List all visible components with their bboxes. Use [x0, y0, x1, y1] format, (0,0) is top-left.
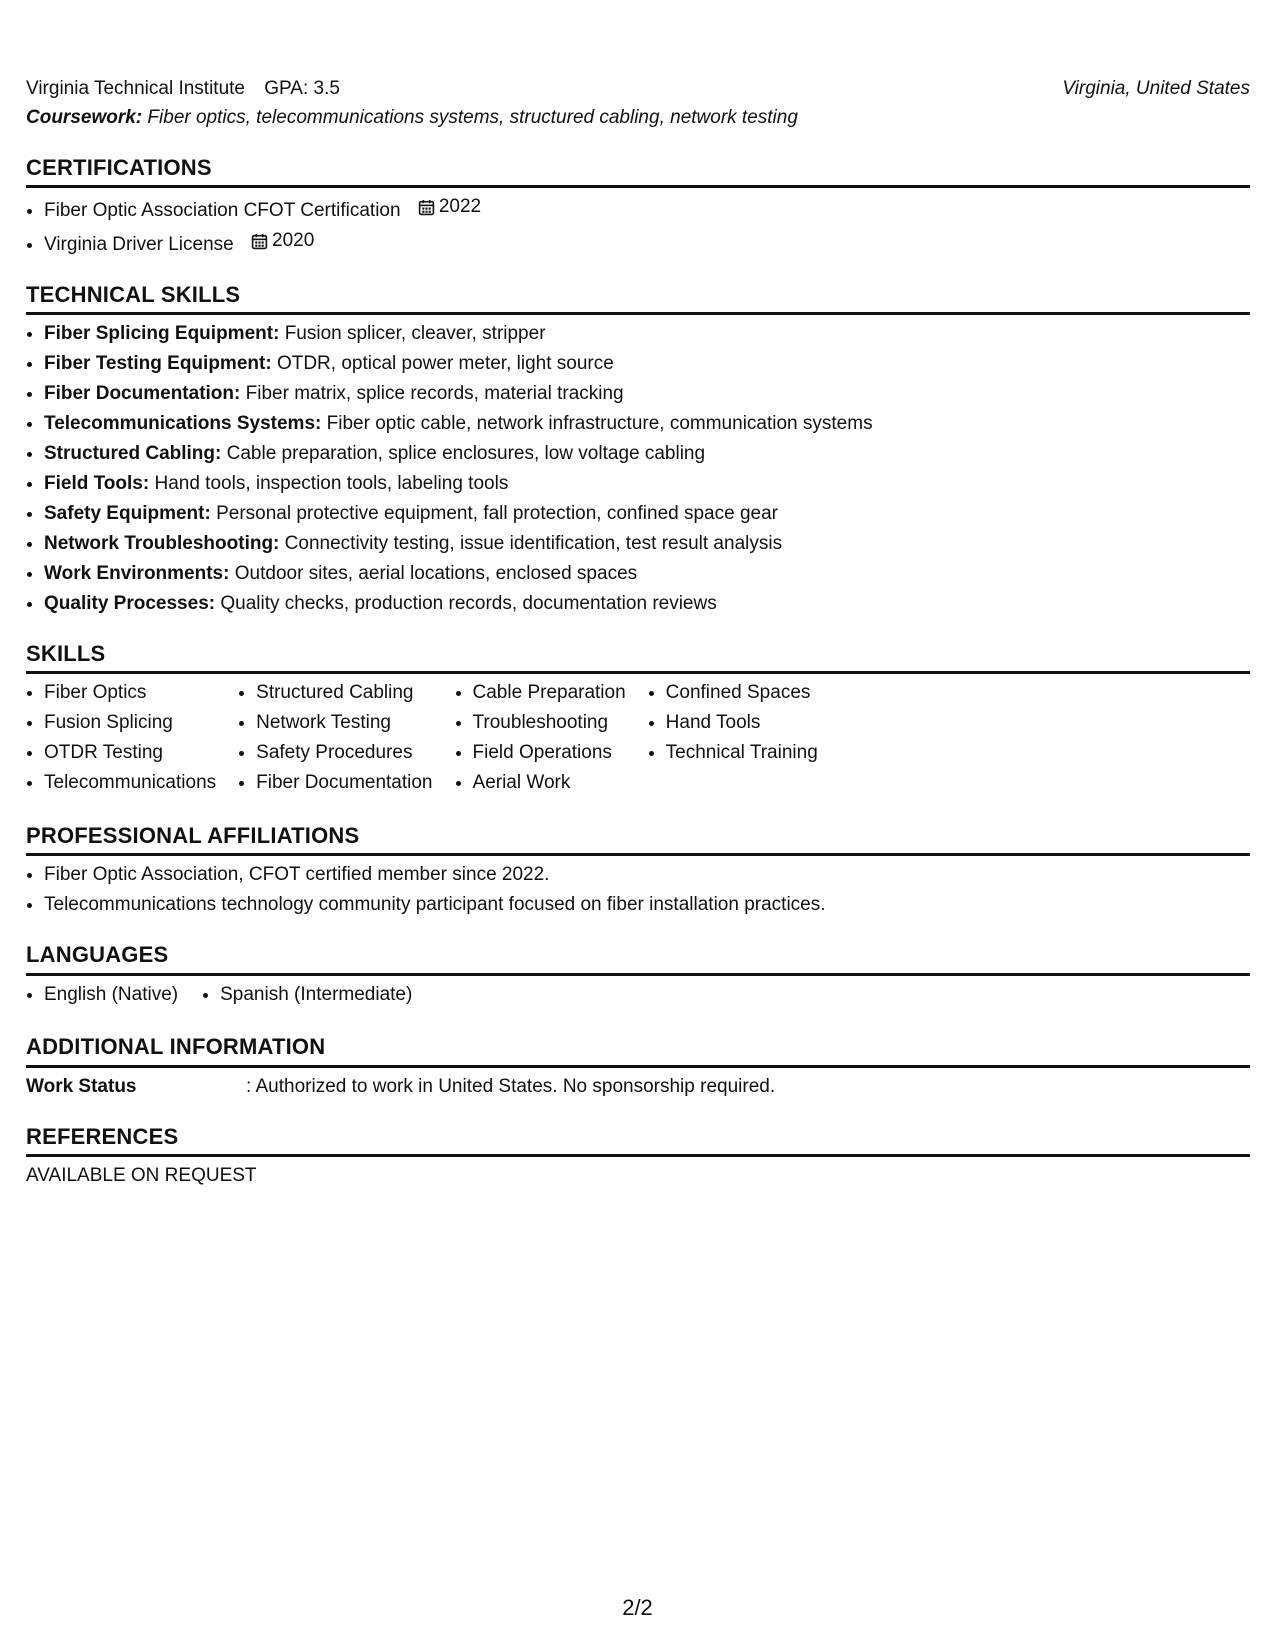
skill-label: Fiber Documentation:: [44, 383, 241, 405]
list-item: [44, 471, 1250, 498]
additional-info-section: [26, 1031, 1250, 1100]
list-item: [44, 591, 1250, 618]
education-line: [26, 76, 1250, 103]
list-item: • Spanish (Intermediate): [220, 982, 412, 1009]
list-item: • English (Native): [44, 982, 178, 1009]
skill-label: Work Environments:: [44, 563, 230, 585]
skills-column: [648, 680, 818, 800]
affiliations-section: [26, 820, 1250, 919]
skill-text: Fiber optic cable, network infrastructure, communication systems: [326, 413, 873, 435]
info-label: Work Status: [26, 1075, 137, 1097]
list-item: • Fiber Documentation: [256, 770, 432, 797]
education-location: Virginia, United States: [1062, 78, 1250, 99]
skill-text: Connectivity testing, issue identification, test result analysis: [284, 533, 783, 555]
coursework-label: Coursework:: [26, 106, 143, 128]
section-title: REFERENCES: [26, 1121, 1250, 1157]
calendar-icon: [251, 233, 268, 250]
affiliations-list: [26, 862, 1250, 919]
list-item: • Aerial Work: [473, 770, 626, 797]
coursework-text: Fiber optics, telecommunications systems, structured cabling, network testing: [147, 106, 798, 128]
list-item: • Confined Spaces: [666, 680, 818, 707]
skill-label: Structured Cabling:: [44, 443, 222, 465]
skill-label: Telecommunications Systems:: [44, 413, 322, 435]
skill-text: Outdoor sites, aerial locations, enclosed spaces: [234, 563, 638, 585]
certifications-list: [26, 194, 1250, 259]
list-item: [44, 381, 1250, 408]
list-item: [44, 194, 1250, 225]
references-section: [26, 1121, 1250, 1190]
resume-page: [26, 76, 1250, 1190]
info-value: : Authorized to work in United States. No sponsorship required.: [246, 1075, 776, 1097]
technical-skills-section: [26, 279, 1250, 618]
list-item: • Telecommunications technology community participant focused on fiber installation practices.: [44, 892, 1250, 919]
skill-label: Fiber Splicing Equipment:: [44, 323, 280, 345]
list-item: [44, 228, 1250, 259]
technical-skills-list: [26, 321, 1250, 618]
skill-label: Fiber Testing Equipment:: [44, 353, 272, 375]
school-name: Virginia Technical Institute: [26, 78, 245, 99]
section-title: SKILLS: [26, 638, 1250, 674]
list-item: • Network Testing: [256, 710, 432, 737]
skill-label: Network Troubleshooting:: [44, 533, 280, 555]
section-title: PROFESSIONAL AFFILIATIONS: [26, 820, 1250, 856]
education-school-gpa: [26, 76, 340, 103]
skill-label: Quality Processes:: [44, 593, 216, 615]
section-title: ADDITIONAL INFORMATION: [26, 1031, 1250, 1067]
list-item: [44, 321, 1250, 348]
cert-year: 2022: [438, 196, 482, 218]
certifications-section: [26, 152, 1250, 259]
list-item: [44, 531, 1250, 558]
list-item: • Field Operations: [473, 740, 626, 767]
languages-section: [26, 939, 1250, 1011]
languages-list: [26, 982, 1250, 1012]
list-item: • OTDR Testing: [44, 740, 216, 767]
cert-name: Fiber Optic Association CFOT Certification: [44, 200, 401, 222]
skill-text: Quality checks, production records, documentation reviews: [220, 593, 717, 615]
skills-column: [455, 680, 626, 800]
list-item: • Troubleshooting: [473, 710, 626, 737]
list-item: • Technical Training: [666, 740, 818, 767]
skills-column: [238, 680, 432, 800]
skills-section: [26, 638, 1250, 800]
calendar-icon: [418, 199, 435, 216]
list-item: • Hand Tools: [666, 710, 818, 737]
list-item: [44, 351, 1250, 378]
list-item: [44, 441, 1250, 468]
cert-date: [251, 228, 314, 255]
section-title: CERTIFICATIONS: [26, 152, 1250, 188]
cert-name: Virginia Driver License: [44, 234, 234, 256]
section-title: LANGUAGES: [26, 939, 1250, 975]
list-item: • Fusion Splicing: [44, 710, 216, 737]
gpa: GPA: 3.5: [264, 78, 340, 99]
list-item: • Safety Procedures: [256, 740, 432, 767]
skill-text: Cable preparation, splice enclosures, low voltage cabling: [226, 443, 706, 465]
skill-label: Field Tools:: [44, 473, 150, 495]
references-text: AVAILABLE ON REQUEST: [26, 1164, 257, 1186]
skill-text: Personal protective equipment, fall protection, confined space gear: [216, 503, 778, 525]
list-item: [44, 561, 1250, 588]
skill-label: Safety Equipment:: [44, 503, 211, 525]
list-item: • Fiber Optics: [44, 680, 216, 707]
skills-grid: [26, 680, 1250, 800]
page-number: 2/2: [622, 1595, 653, 1620]
section-title: TECHNICAL SKILLS: [26, 279, 1250, 315]
list-item: • Telecommunications: [44, 770, 216, 797]
list-item: [44, 501, 1250, 528]
list-item: • Structured Cabling: [256, 680, 432, 707]
list-item: • Fiber Optic Association, CFOT certified member since 2022.: [44, 862, 1250, 889]
cert-year: 2020: [272, 230, 315, 252]
skill-text: Fiber matrix, splice records, material tracking: [245, 383, 624, 405]
skill-text: OTDR, optical power meter, light source: [276, 353, 614, 375]
info-row: [26, 1074, 1250, 1101]
skill-text: Hand tools, inspection tools, labeling tools: [154, 473, 509, 495]
coursework: [26, 105, 1250, 132]
skills-column: [26, 680, 216, 800]
cert-date: [418, 194, 481, 221]
list-item: [44, 411, 1250, 438]
skill-text: Fusion splicer, cleaver, stripper: [284, 323, 546, 345]
list-item: • Cable Preparation: [473, 680, 626, 707]
